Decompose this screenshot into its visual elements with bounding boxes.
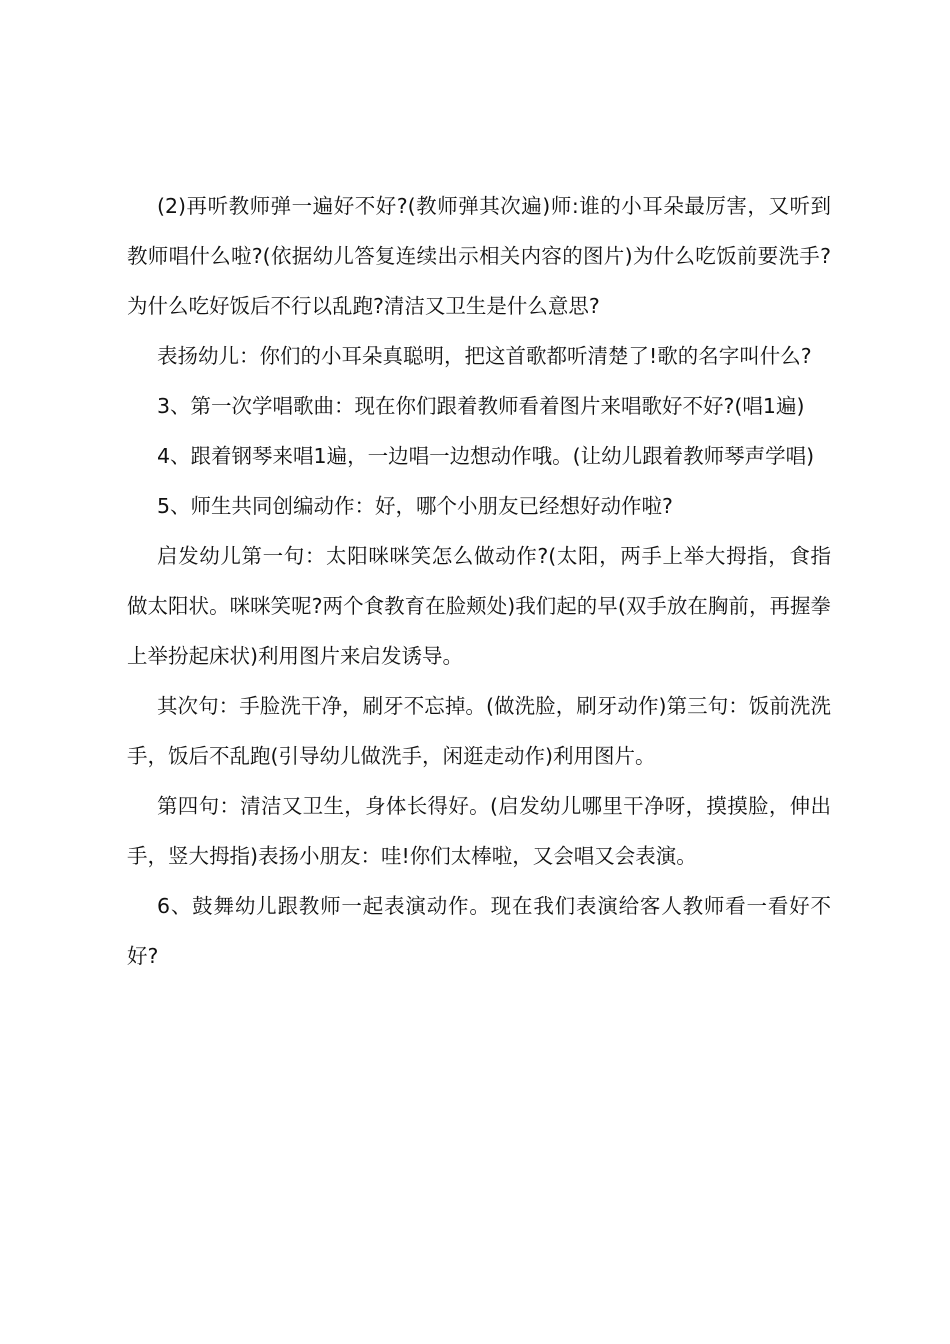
paragraph-3: 3、第一次学唱歌曲：现在你们跟着教师看着图片来唱歌好不好?(唱1遍) [157, 394, 805, 418]
paragraph-8: 第四句：清洁又卫生，身体长得好。(启发幼儿哪里干净呀，摸摸脸，伸出手，竖大拇指)表扬小朋友：哇!你们太棒啦，又会唱又会表演。 [127, 794, 831, 868]
document-body [127, 181, 831, 981]
paragraph-4: 4、跟着钢琴来唱1遍，一边唱一边想动作哦。(让幼儿跟着教师琴声学唱) [157, 444, 815, 468]
paragraph-9: 6、鼓舞幼儿跟教师一起表演动作。现在我们表演给客人教师看一看好不好? [127, 894, 831, 968]
paragraph-5: 5、师生共同创编动作：好，哪个小朋友已经想好动作啦? [157, 494, 673, 518]
paragraph-1: (2)再听教师弹一遍好不好?(教师弹其次遍)师:谁的小耳朵最厉害，又听到教师唱什么啦?(依据幼儿答复连续出示相关内容的图片)为什么吃饭前要洗手?为什么吃好饭后不行以乱跑?清洁又卫生是什么意思? [127, 194, 831, 318]
paragraph-2: 表扬幼儿：你们的小耳朵真聪明，把这首歌都听清楚了!歌的名字叫什么? [157, 344, 812, 368]
paragraph-6: 启发幼儿第一句：太阳咪咪笑怎么做动作?(太阳，两手上举大拇指，食指做太阳状。咪咪笑呢?两个食教育在脸颊处)我们起的早(双手放在胸前，再握拳上举扮起床状)利用图片来启发诱导。 [127, 544, 831, 668]
paragraph-7: 其次句：手脸洗干净，刷牙不忘掉。(做洗脸，刷牙动作)第三句：饭前洗洗手，饭后不乱跑(引导幼儿做洗手，闲逛走动作)利用图片。 [127, 694, 831, 768]
